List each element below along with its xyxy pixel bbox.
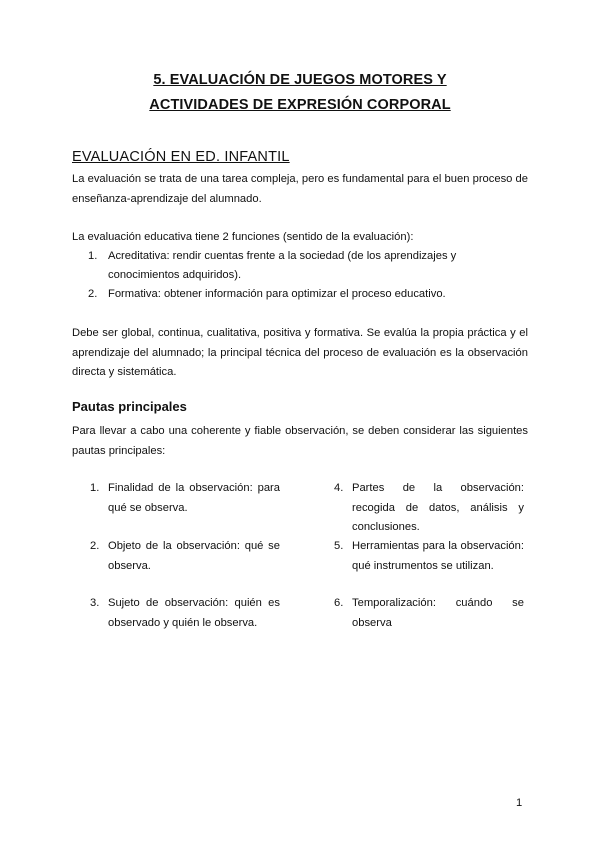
pauta-item-2: [90, 537, 280, 576]
list-item-text: Acreditativa: rendir cuentas frente a la sociedad (de los aprendizajes y conocimientos adquiridos).: [108, 250, 457, 281]
pauta-item-6: [334, 594, 524, 633]
pauta-number: 3.: [90, 597, 100, 609]
pauta-number: 2.: [90, 540, 100, 552]
pauta-number: 6.: [334, 597, 344, 609]
pauta-number: 5.: [334, 540, 344, 552]
list-item: [72, 285, 528, 304]
pauta-number: 1.: [90, 482, 100, 494]
list-item: [72, 247, 528, 284]
list-item-number: 1.: [88, 250, 98, 262]
intro-paragraph: La evaluación se trata de una tarea compleja, pero es fundamental para el buen proceso de enseñanza-aprendizaje del alumnado.: [72, 173, 528, 205]
pauta-item-5: [334, 537, 524, 576]
pauta-number: 4.: [334, 482, 344, 494]
list-item-number: 2.: [88, 288, 98, 300]
pauta-item-4: [334, 479, 524, 538]
pauta-text: Herramientas para la observación: qué instrumentos se utilizan.: [352, 540, 524, 572]
page-title-line-2: ACTIVIDADES DE EXPRESIÓN CORPORAL: [149, 97, 451, 113]
page-title-line-1: 5. EVALUACIÓN DE JUEGOS MOTORES Y: [153, 72, 447, 88]
pauta-text: Temporalización: cuándo se observa: [352, 597, 524, 629]
pauta-text: Sujeto de observación: quién es observado y quién le observa.: [108, 597, 280, 629]
pauta-item-3: [90, 594, 280, 633]
pauta-text: Finalidad de la observación: para qué se observa.: [108, 482, 280, 514]
pauta-text: Partes de la observación: recogida de datos, análisis y conclusiones.: [352, 482, 524, 533]
functions-list: [72, 247, 528, 304]
list-item-text: Formativa: obtener información para optimizar el proceso educativo.: [108, 288, 446, 300]
pauta-item-1: [90, 479, 280, 518]
page-number: 1: [516, 797, 523, 809]
section-heading: EVALUACIÓN EN ED. INFANTIL: [72, 149, 290, 165]
functions-intro: La evaluación educativa tiene 2 funciones (sentido de la evaluación):: [72, 231, 414, 243]
pautas-intro: Para llevar a cabo una coherente y fiable observación, se deben considerar las siguientes pautas principales:: [72, 425, 528, 457]
global-paragraph: Debe ser global, continua, cualitativa, positiva y formativa. Se evalúa la propia práctica y el aprendizaje del alumnado; la principal técnica del proceso de evaluación es la observación directa y sistemática.: [72, 327, 528, 378]
pauta-text: Objeto de la observación: qué se observa.: [108, 540, 280, 572]
pautas-heading: Pautas principales: [72, 399, 187, 414]
